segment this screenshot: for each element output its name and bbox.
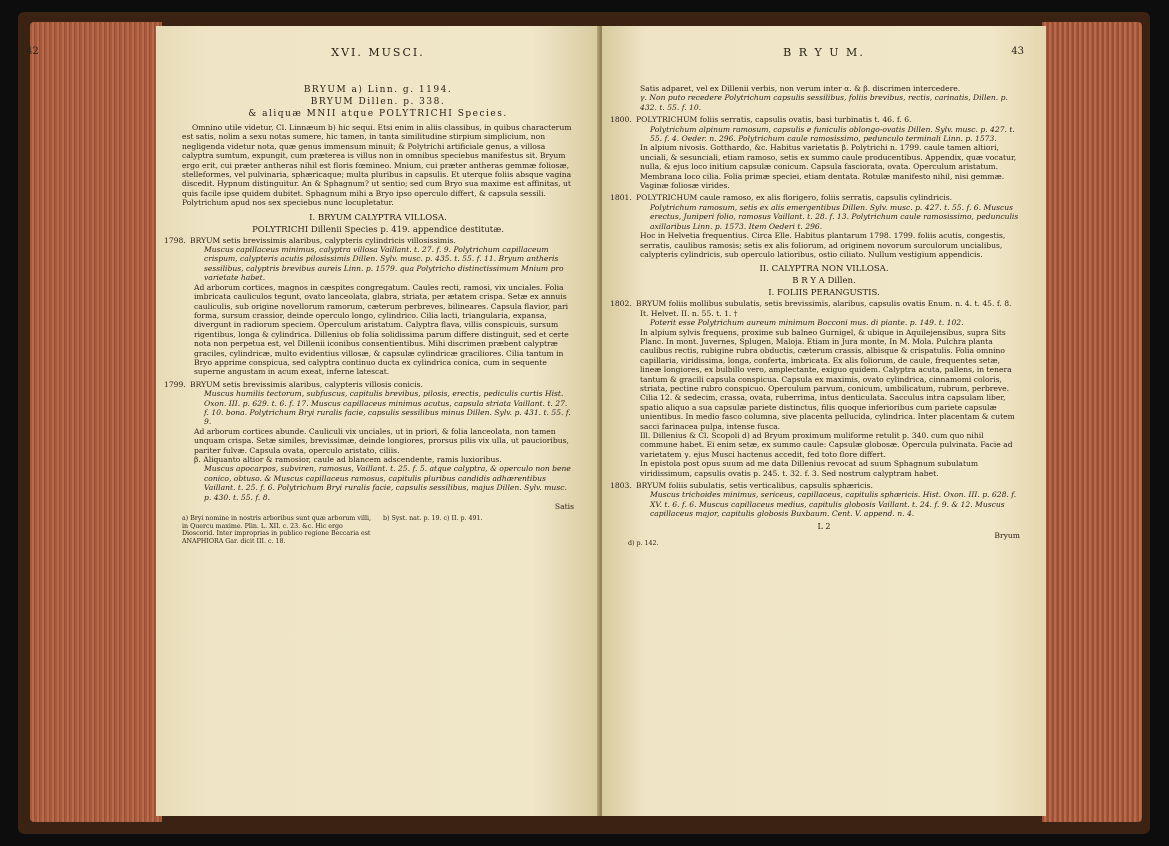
entry-1802: 1802. BRYUM foliis mollibus subulatis, setis brevissimis, alaribus, capsulis ovatis Enum. n. 4. t. 45. f. 8. It. Helvet. II. n. 55. t. 1. †: [610, 299, 1012, 318]
section-subheading-2: B R Y A Dillen.: [792, 276, 856, 287]
entry-1801: 1801. POLYTRICHUM caule ramoso, ex alis florigero, foliis serratis, capsulis cylindricis.: [610, 193, 953, 203]
gamma-variety: γ. Non puto recedere Polytrichum capsulis sessilibus, foliis brevibus, rectis, carinatis, Dillen. p. 432. t. 55. f. 10.: [640, 93, 1008, 112]
entry-1799: 1799. BRYUM setis brevissimis alaribus, calypteris villosis conicis.: [164, 379, 423, 389]
entry-1803: 1803. BRYUM foliis subulatis, setis verticalibus, capsulis sphæricis.: [610, 481, 873, 491]
entry-1802-synonyms: Poterit esse Polytrichum aureum minimum Bocconi mus. di piante. p. 149. t. 102.: [650, 318, 964, 328]
intro-paragraph: Omnino utile videtur, Cl. Linnæum b) hic sequi. Etsi enim in aliis classibus, in quibus characterum est satis, nolim a sexu notas sumere, hic tamen, in tanta similitudine stirpium simplicium, non negligenda videtur nota, quæ genus immensum minuit; & Polytrichi artificiale genus, a villosa calyptra sumtum, expungit, cum præterea is villus non in omnibus speciebus manifestus sit. Bryum ergo erit, cui præter antheras nihil est floris fœmineo. Mnium, cui præter antheras gemmæ foliosæ, stelleformes, vel pulvinaria, sphæricaque; multa pluribus in capsulis. Et uterque foliis absque vagina discedit. Hypnum distinguitur. An & Sphagnum? ut sentio; sed cum Bryo sua maxime est affinitas, ut quis facile ipse quidem dubitet. Sphagnum mihi a Bryo ipso operculo differt, & capsula sessili. Polytrichum apud nos sex speciebus nunc locupletatur.: [182, 123, 572, 208]
entry-1802-epistola-note: In epistola post opus suum ad me data Dillenius revocat ad suum Sphagnum subulatum viridissimum, capsulis ovatis p. 245. t. 32. f. 3. Sed nostrum calyptram habet.: [640, 459, 979, 478]
right-page-edges: [1042, 22, 1142, 822]
right-page-number: 43: [1011, 46, 1024, 57]
right-catchword: Bryum: [994, 530, 1020, 540]
left-catchword: Satis: [554, 502, 574, 512]
genus-title: BRYUM a) Linn. g. 1194.: [303, 85, 453, 95]
signature-mark: L 2: [817, 521, 831, 531]
entry-1799-synonyms: Muscus humilis tectorum, subfuscus, capitulis brevibus, pilosis, erectis, pediculis curtis Hist. Oxon. III. p. 629. t. 6. f. 17. Muscus capillaceus minimus acutus, capsula striata Vaillant. t. 27. f. 10. bona. Polytrichum Bryi ruralis facie, capsulis sessilibus minus Dillen. Sylv. p. 431. t. 55. f. 9.: [204, 389, 571, 427]
footnote-d: d) p. 142.: [628, 539, 659, 547]
left-running-head: XVI. MUSCI.: [331, 46, 425, 59]
left-footnotes: [182, 515, 574, 545]
entry-1799-beta-synonyms: Muscus apocarpos, subviren, ramosus, Vaillant. t. 25. f. 5. atque calyptra, & operculo non bene conico, obtuso. & Muscus capillaceus ramosus, capitulis pluribus candidis adhærentibus Vaillant. t. 25. f. 6. Polytrichum Bryi ruralis facie, capsulis sessilibus, majus Dillen. Sylv. musc. p. 430. t. 55. f. 8.: [204, 464, 571, 502]
section-heading-1: I. BRYUM CALYPTRA VILLOSA.: [309, 212, 447, 223]
genus-title-3: & aliquæ MNII atque POLYTRICHI Species.: [248, 109, 508, 119]
section-subheading-3: I. FOLIIS PERANGUSTIS.: [768, 288, 880, 299]
entry-1801-text: Hoc in Helvetia frequentius. Circa Elle. Habitus plantarum 1798. 1799. foliis acutis, congestis, serratis, caulibus ramosis; setis ex alis foliorum, ad originem novorum surculorum uncialibus, calypteris cylindricis, sub operculo latioribus, ostio ciliato. Nullum vestigium appendicis.: [640, 231, 1006, 259]
left-page: [26, 26, 600, 816]
section-heading-2: II. CALYPTRA NON VILLOSA.: [759, 264, 889, 275]
left-page-header: [26, 46, 600, 64]
continuation-text: Satis adparet, vel ex Dillenii verbis, non verum inter α. & β. discrimen intercedere.: [640, 84, 961, 93]
entry-1800-synonyms: Polytrichum alpinum ramosum, capsulis e funiculis oblongo-ovatis Dillen. Sylv. musc. p. 427. t. 55. f. 4. Oeder. n. 296. Polytrichum caule ramosissimo, pedunculo terminali Linn. p. 1573.: [650, 124, 1015, 144]
right-page: [602, 26, 1046, 816]
entry-1799-beta: β. Aliquanto altior & ramosior, caule ad blancem adscendente, ramis luxioribus.: [194, 455, 502, 464]
entry-1800-text: In alpium nivosis. Gotthardo, &c. Habitus varietatis β. Polytrichi n. 1799. caule tamen altiori, unciali, & sesunciali, etiam ramoso, setis ex summo caule producentibus. Appendix, quæ vocatur, nulla, & ejus loco initium capsulæ conicum. Capsula fasciorata, ovata. Operculum aristatum. Membrana loco cilia. Folia primæ speciei, etiam dentata. Rotulæ manifesto nihil, nisi gemmæ. Vaginæ foliosæ virides.: [640, 143, 1017, 191]
entry-1799-text: Ad arborum cortices abunde. Cauliculi vix unciales, ut in priori, & folia lanceolata, non tamen unquam crispa. Setæ similes, brevissimæ, deinde longiores, prorsus pilis vix ulla, ut paucioribus, pariter fulvæ. Capsula ovata, operculo aristato, ciliis.: [194, 426, 569, 455]
entry-1801-synonyms: Polytrichum ramosum, setis ex alis emergentibus Dillen. Sylv. musc. p. 427. t. 55. f. 6. Muscus erectus, Juniperi folio, ramosus Vaillant. t. 28. f. 13. Polytrichum caule ramosissimo, pedunculis axillaribus Linn. p. 1573. Item Oederi t. 296.: [650, 202, 1019, 231]
left-page-number: 42: [26, 46, 39, 57]
entry-1798-synonyms: Muscus capillaceus minimus, calyptra villosa Vaillant. t. 27. f. 9. Polytrichum capillaceum crispum, calypteris acutis pilosissimis Dillen. Sylv. musc. p. 435. t. 55. f. 11. Bryum antheris sessilibus, calyptris brevibus aureis Linn. p. 1579. qua Polytricho distinctissimum Mnium pro varietate habet.: [204, 245, 564, 283]
entry-1800: 1800. POLYTRICHUM foliis serratis, capsulis ovatis, basi turbinatis t. 46. f. 6.: [610, 115, 912, 125]
entry-1802-illustration-note: Ill. Dillenius & Cl. Scopoli d) ad Bryum proximum muliforme retulit p. 340. cum quo nihil commune habet. Ei enim setæ, ex summo caule: Capsulæ globosæ. Opercula pulvinata. Facie ad varietatem γ. ejus Musci hactenus accedit, fed toto flore differt.: [640, 431, 1013, 459]
footnote-a: a) Bryi nomine in nostris arboribus sunt quæ arborum villi, in Quercu maxime. Plin. L. XII. c. 23. &c. Hic ergo Dioscorid. Inter improprias in publico regione Beccaria est ANAPHIORA Gar. dicit III. c. 18.: [182, 515, 372, 545]
entry-1802-text: In alpium sylvis frequens, proxime sub balneo Gurnigel, & ubique in Aquilejensibus, supra Sits Planc. In mont. Juvernes, Splugen, Maloja. Etiam in Jura monte, In M. Mola. Pulchra planta caulibus rectis, rubigine rubra obductis, cæterum crassis, albisque & crispatulis. Folia omnino capillaria, viridissima, longa, conferta, imbricata. Ex alis foliorum, de caule, frequentes setæ, lineæ longiores, ex bulbillo vero, amplectante, exiguo quidem. Calyptra acuta, pallens, in tenera tantum & gracili capsula conspicua. Capsula ex maximis, ovato cylindrica, cinnamomi coloris, striata, pectine rubro conspicuo. Operculum parvum, conicum, umbilicatum, rubrum, perbreve. Cilia 12. & sedecim, crassa, ovata, ruberrima, intus denticulata. Sacculus intra capsulam liber, spatio aliquo a sua capsulæ pariete distinctus, filis quoque inferioribus cum pariete capsulæ unientibus. In medio fasco columna, sive placenta pellucida, cylindrica. Inter placentam & cutem sacci farinacea pulpa, intense fusca.: [640, 327, 1015, 431]
right-running-head: B R Y U M.: [783, 46, 865, 59]
genus-title-2: BRYUM Dillen. p. 338.: [310, 97, 446, 107]
entry-1798: 1798. BRYUM setis brevissimis alaribus, calypteris cylindricis villosissimis.: [164, 235, 456, 245]
footnote-b: b) Syst. nat. p. 19. c) II. p. 491.: [383, 515, 483, 523]
left-page-edges: [30, 22, 162, 822]
entry-1803-synonyms: Muscus trichoides minimus, sericeus, capillaceus, capitulis sphæricis. Hist. Oxon. III. p. 628. f. XV. t. 6. f. 6. Muscus capillaceus medius, capitulis globosis Vaillant. t. 24. f. 9. & 12. Muscus capillaceus major, capitulis globosis Buxbaum. Cent. V. append. n. 4.: [650, 490, 1017, 519]
entry-1798-text: Ad arborum cortices, magnos in cæspites congregatum. Caules recti, ramosi, vix unciales. Folia imbricata cauliculos tegunt, ovato lanceolata, glabra, striata, per ætatem crispa. Setæ ex annuis cauliculis, sub origine novellorum ramorum, cæterum perbreves, bilineares. Capsula flavior, pari forma, sursum crassior, deinde operculo longo, cylindrico. Cilia lacti, triangularia, expansa, divergunt in radiorum speciem. Operculum aristatum. Calyptra flava, villis conspicuis, sursum rigentibus, longa & cylindrica. Dillenius ob folia solidissima parum differe distinguit, sed et certe nota non perpetua est, vel Dillenii iconibus consentientibus. Mihi discrimen præbent calyptræ graciles, cylindricæ, multo evidentius villosæ, & capsulæ cylindricæ graciliores. Cilia tantum in Bryo apprime conspicua, sed calyptra continuo ducta ex cylindrica conica, cum in sequente superne angustam in acum exeat, inferne latescat.: [194, 282, 569, 377]
right-page-header: [602, 46, 1046, 64]
section-subheading-1: POLYTRICHI Dillenii Species p. 419. appendice destitutæ.: [252, 224, 504, 235]
